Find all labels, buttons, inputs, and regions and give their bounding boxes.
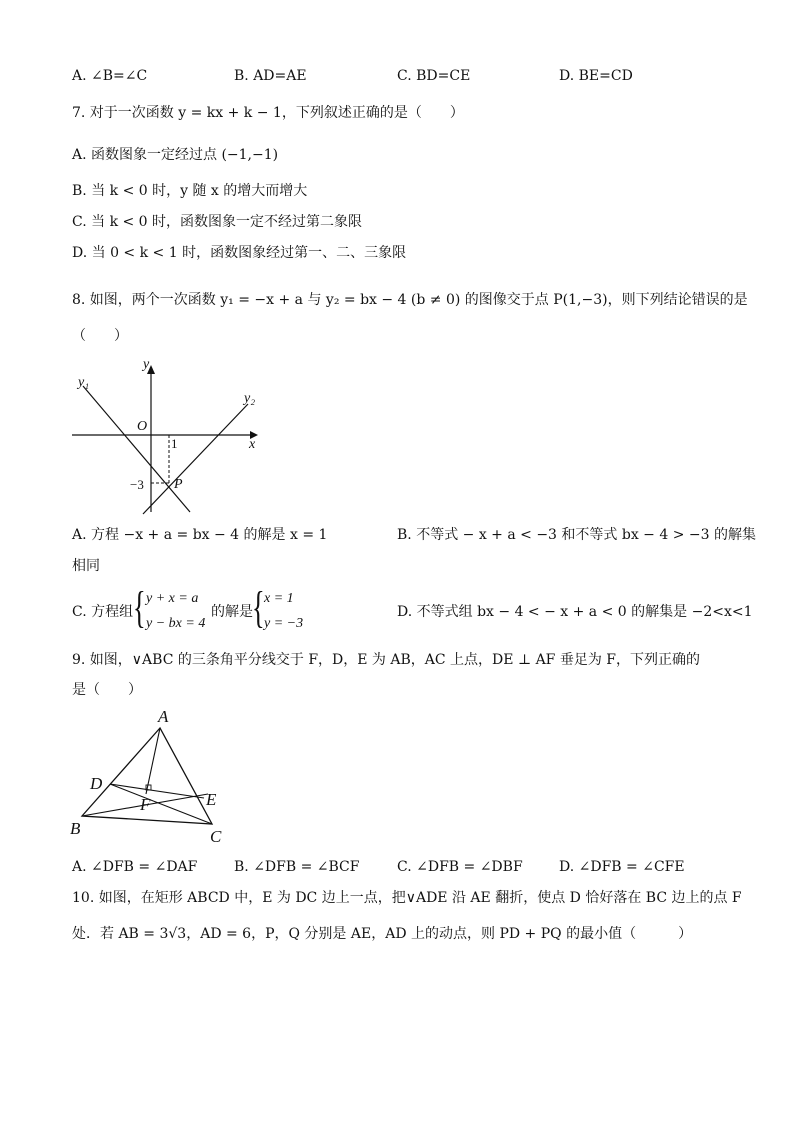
point-p-label: P xyxy=(174,477,183,492)
q6-option-a: A. ∠B=∠C xyxy=(72,68,148,84)
q7-option-a: A. 函数图象一定经过点 (−1,−1) xyxy=(72,147,279,163)
line-y2-label: y₂ xyxy=(244,391,256,406)
q8-c-sys1-eq1: y + x = a xyxy=(146,591,199,606)
q7-stem: 7. 对于一次函数 y = kx + k − 1，下列叙述正确的是（ ） xyxy=(72,105,464,121)
q6-option-b: B. AD=AE xyxy=(234,68,307,84)
q8-option-c-prefix: C. 方程组 xyxy=(72,604,134,620)
q9-option-b: B. ∠DFB = ∠BCF xyxy=(234,859,360,875)
q10-stem-line2: 处．若 AB = 3√3，AD = 6，P，Q 分别是 AE，AD 上的动点，则 PD + PQ 的最小值（ ） xyxy=(72,926,693,942)
q8-option-a: A. 方程 −x + a = bx − 4 的解是 x = 1 xyxy=(72,527,328,543)
y-axis-label: y xyxy=(143,357,150,372)
line-y1-label: y₁ xyxy=(78,375,90,390)
q7-option-c: C. 当 k < 0 时，函数图象一定不经过第二象限 xyxy=(72,214,363,230)
label-b: B xyxy=(70,819,81,838)
q8-option-d: D. 不等式组 bx − 4 < − x + a < 0 的解集是 −2<x<1 xyxy=(397,604,753,620)
q8-c-brace-2: { xyxy=(252,583,265,632)
label-a: A xyxy=(158,707,169,726)
bisector-cd xyxy=(110,784,212,824)
q8-c-sys2-eq2: y = −3 xyxy=(264,616,304,631)
q9-option-c: C. ∠DFB = ∠DBF xyxy=(397,859,523,875)
line-y2 xyxy=(143,404,248,514)
origin-label: O xyxy=(137,419,148,434)
q9-stem-line2: 是（ ） xyxy=(72,682,142,698)
tick-x-label: 1 xyxy=(171,436,178,451)
q7-option-b: B. 当 k < 0 时，y 随 x 的增大而增大 xyxy=(72,183,308,199)
q8-option-b-line1: B. 不等式 − x + a < −3 和不等式 bx − 4 > −3 的解集 xyxy=(397,527,756,543)
q10-stem-line1: 10. 如图，在矩形 ABCD 中，E 为 DC 边上一点，把∨ADE 沿 AE 翻折，使点 D 恰好落在 BC 边上的点 F xyxy=(72,890,742,906)
q8-c-sys1-eq2: y − bx = 4 xyxy=(146,616,206,631)
q8-graph-figure xyxy=(68,352,268,517)
x-axis-label: x xyxy=(249,437,256,452)
q9-option-d: D. ∠DFB = ∠CFE xyxy=(559,859,685,875)
q8-stem-line1: 8. 如图，两个一次函数 y₁ = −x + a 与 y₂ = bx − 4 (b ≠ 0) 的图像交于点 P(1,−3)，则下列结论错误的是 xyxy=(72,292,748,308)
tick-y-label: −3 xyxy=(130,477,144,492)
label-c: C xyxy=(210,827,222,846)
label-f: F xyxy=(140,795,151,814)
q8-option-b-line2: 相同 xyxy=(72,558,100,574)
q6-option-d: D. BE=CD xyxy=(559,68,633,84)
q8-option-c-mid: 的解是 xyxy=(211,604,253,620)
q8-c-brace-1: { xyxy=(133,583,146,632)
segment-de xyxy=(110,784,204,798)
bisector-af xyxy=(146,728,160,794)
q6-option-c: C. BD=CE xyxy=(397,68,471,84)
q9-stem-line1: 9. 如图，∨ABC 的三条角平分线交于 F，D，E 为 AB，AC 上点，DE ⊥ AF 垂足为 F，下列正确的 xyxy=(72,652,701,668)
q9-triangle-figure xyxy=(66,704,236,850)
q8-stem-line2: （ ） xyxy=(72,328,128,344)
q7-option-d: D. 当 0 < k < 1 时，函数图象经过第一、二、三象限 xyxy=(72,245,407,261)
q9-option-a: A. ∠DFB = ∠DAF xyxy=(72,859,198,875)
label-e: E xyxy=(206,790,217,809)
q8-c-sys2-eq1: x = 1 xyxy=(264,591,294,606)
label-d: D xyxy=(90,774,103,793)
